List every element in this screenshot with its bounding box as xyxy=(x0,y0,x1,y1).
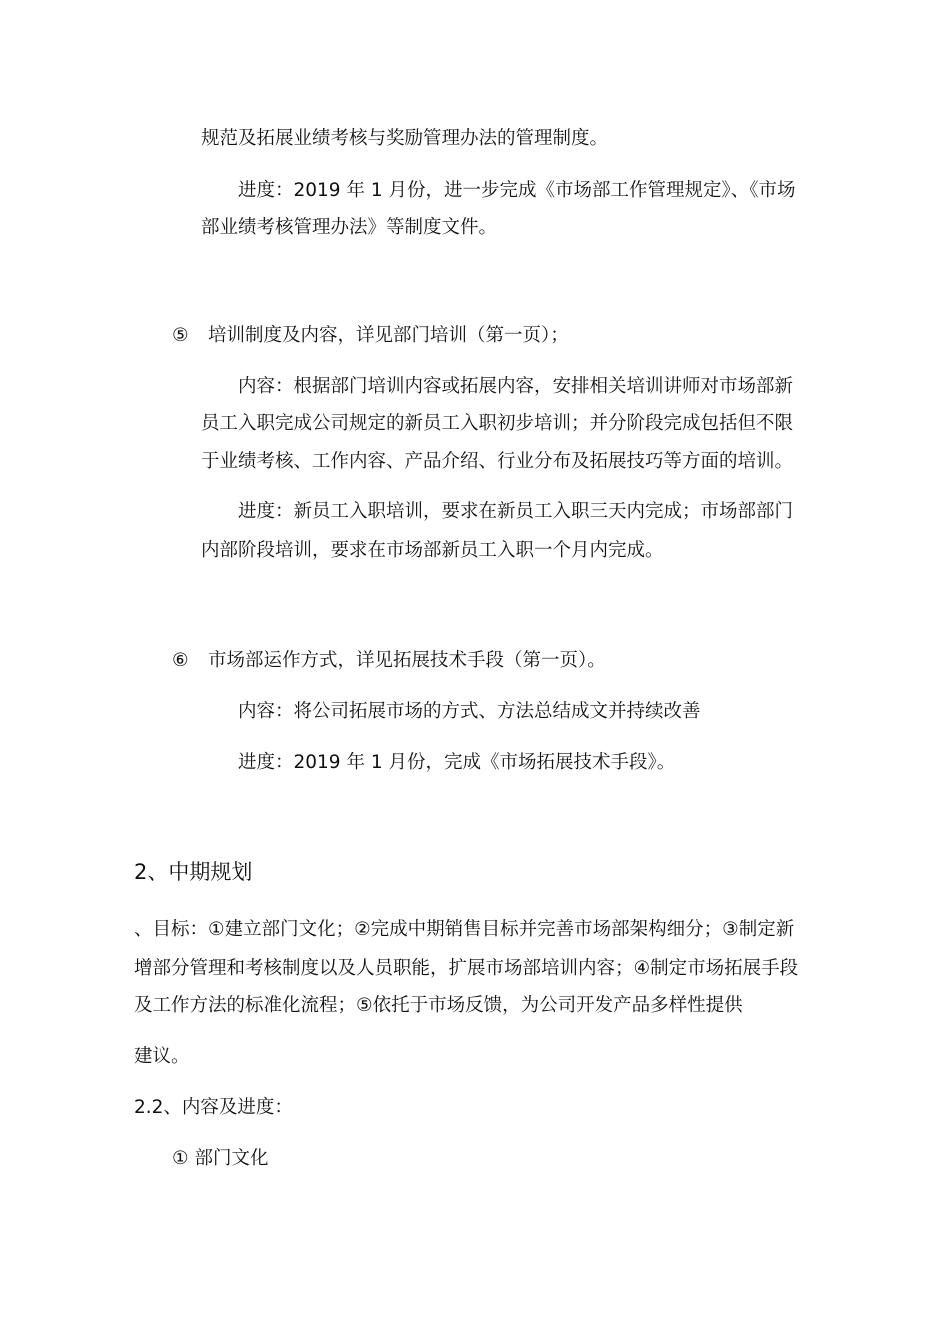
content-line: 员工入职完成公司规定的新员工入职初步培训；并分阶段完成包括但不限 xyxy=(201,413,794,434)
paragraph-line: 规范及拓展业绩考核与奖励管理办法的管理制度。 xyxy=(201,128,609,149)
list-item-heading xyxy=(172,648,606,674)
list-marker: ⑥ xyxy=(172,650,189,671)
goal-line: 、目标：①建立部门文化；②完成中期销售目标并完善市场部架构细分；③制定新 xyxy=(134,919,795,940)
content-line: 内容：将公司拓展市场的方式、方法总结成文并持续改善 xyxy=(238,701,701,722)
list-item-title: 培训制度及内容，详见部门培训（第一页）； xyxy=(208,325,569,346)
list-item-title: 市场部运作方式，详见拓展技术手段（第一页）。 xyxy=(208,650,606,671)
content-line: 内容：根据部门培训内容或拓展内容，安排相关培训讲师对市场部新 xyxy=(238,376,794,397)
progress-line: 部业绩考核管理办法》等制度文件。 xyxy=(201,217,498,238)
section-heading: 2、中期规划 xyxy=(134,860,253,884)
goal-line: 增部分管理和考核制度以及人员职能，扩展市场部培训内容；④制定市场拓展手段 xyxy=(134,958,799,979)
list-item-heading: ① 部门文化 xyxy=(172,1148,269,1169)
sub-heading: 2.2、内容及进度： xyxy=(134,1097,293,1118)
goal-line: 建议。 xyxy=(134,1046,190,1067)
progress-line: 进度：2019 年 1 月份，完成《市场拓展技术手段》。 xyxy=(238,752,676,773)
progress-line: 进度：新员工入职培训，要求在新员工入职三天内完成；市场部部门 xyxy=(238,501,794,522)
progress-line: 内部阶段培训，要求在市场部新员工入职一个月内完成。 xyxy=(201,540,664,561)
list-item-heading xyxy=(172,323,569,349)
content-line: 于业绩考核、工作内容、产品介绍、行业分布及拓展技巧等方面的培训。 xyxy=(201,451,794,472)
goal-line: 及工作方法的标准化流程；⑤依托于市场反馈，为公司开发产品多样性提供 xyxy=(134,995,743,1016)
progress-line: 进度：2019 年 1 月份，进一步完成《市场部工作管理规定》、《市场 xyxy=(238,180,796,201)
list-marker: ⑤ xyxy=(172,325,189,346)
